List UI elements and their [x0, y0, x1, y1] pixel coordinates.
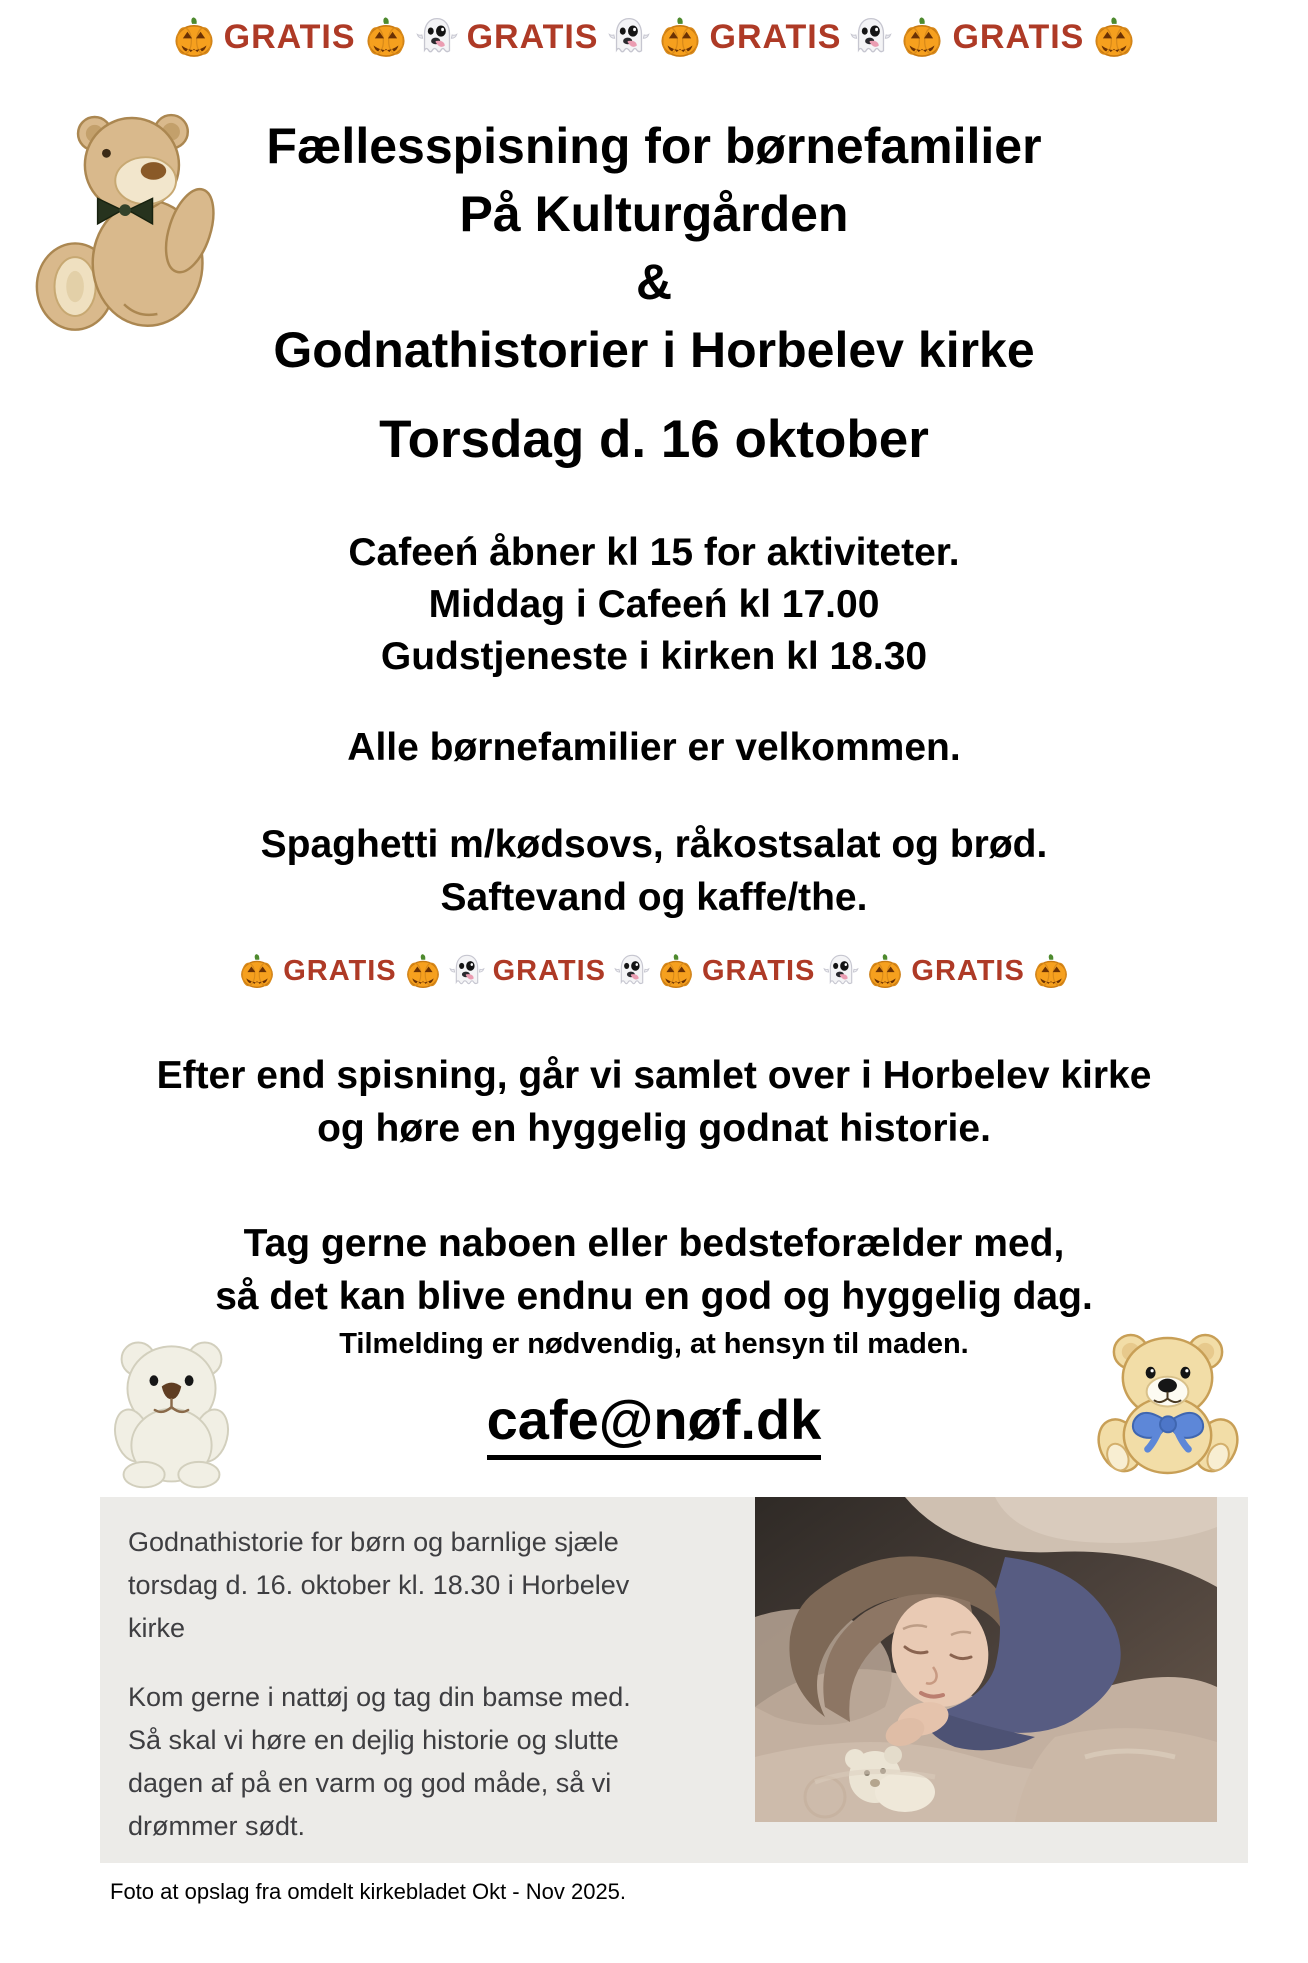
gratis-text: GRATIS [283, 954, 397, 987]
clipping-paragraph-1 [128, 1521, 748, 1650]
schedule-block [0, 527, 1308, 683]
pumpkin-icon [659, 16, 701, 58]
pumpkin-icon [405, 953, 441, 989]
text-line: og høre en hyggelig godnat historie. [317, 1107, 991, 1150]
clipping-paragraph-2 [128, 1676, 748, 1848]
gratis-text: GRATIS [223, 17, 356, 56]
title-line-2: På Kulturgården [459, 186, 849, 242]
title-ampersand: & [635, 254, 673, 310]
email-link[interactable]: cafe@nøf.dk [487, 1388, 822, 1460]
gratis-text: GRATIS [702, 954, 816, 987]
text-line: dagen af på en varm og god måde, så vi [128, 1768, 612, 1798]
text-line: Tag gerne naboen eller bedsteforælder med, [243, 1222, 1065, 1265]
gratis-banner-top [0, 16, 1308, 58]
kirkeblad-clipping [100, 1497, 1248, 1863]
text-line: Efter end spisning, går vi samlet over i Horbelev kirke [156, 1054, 1152, 1097]
text-line: Cafeeń åbner kl 15 for aktiviteter. [348, 531, 960, 574]
sleeping-child-photo [755, 1497, 1217, 1822]
tan-teddy-bear-image [1096, 1326, 1240, 1480]
text-line: Kom gerne i nattøj og tag din bamse med. [128, 1682, 631, 1712]
text-line: kirke [128, 1613, 186, 1643]
gratis-text: GRATIS [952, 17, 1085, 56]
text-line: Saftevand og kaffe/the. [440, 876, 868, 919]
welcome-line: Alle børnefamilier er velkommen. [347, 726, 961, 769]
gratis-text: GRATIS [709, 17, 842, 56]
text-line: Gudstjeneste i kirken kl 18.30 [380, 635, 928, 678]
gratis-text: GRATIS [911, 954, 1025, 987]
pumpkin-icon [901, 16, 943, 58]
text-line: så det kan blive endnu en god og hyggelig dag. [215, 1275, 1093, 1318]
footer-caption: Foto at opslag fra omdelt kirkebladet Okt - Nov 2025. [110, 1879, 627, 1904]
date-heading: Torsdag d. 16 oktober [379, 410, 929, 469]
ghost-icon [416, 16, 458, 58]
pumpkin-icon [658, 953, 694, 989]
text-line: Middag i Cafeeń kl 17.00 [428, 583, 880, 626]
invite-block [0, 1217, 1308, 1323]
text-line: Så skal vi høre en dejlig historie og slutte [128, 1725, 619, 1755]
ghost-icon [823, 953, 859, 989]
title-line-3: Godnathistorier i Horbelev kirke [273, 322, 1035, 378]
text-line: Godnathistorie for børn og barnlige sjæle [128, 1527, 619, 1557]
text-line: Spaghetti m/kødsovs, råkostsalat og brød. [260, 823, 1048, 866]
ghost-icon [850, 16, 892, 58]
gratis-banner-middle [0, 953, 1308, 989]
pumpkin-icon [867, 953, 903, 989]
main-title-block [0, 112, 1308, 384]
signup-note: Tilmelding er nødvendig, at hensyn til maden. [339, 1328, 969, 1360]
pumpkin-icon [173, 16, 215, 58]
white-teddy-bear-image [103, 1330, 240, 1490]
ghost-icon [614, 953, 650, 989]
ghost-icon [449, 953, 485, 989]
clipping-text [128, 1521, 748, 1848]
pumpkin-icon [1093, 16, 1135, 58]
after-dinner-block [0, 1049, 1308, 1155]
menu-block [0, 818, 1308, 924]
pumpkin-icon [1033, 953, 1069, 989]
pumpkin-icon [365, 16, 407, 58]
text-line: drømmer sødt. [128, 1811, 306, 1841]
title-line-1: Fællesspisning for børnefamilier [266, 118, 1042, 174]
pumpkin-icon [239, 953, 275, 989]
text-line: torsdag d. 16. oktober kl. 18.30 i Horbelev [128, 1570, 630, 1600]
ghost-icon [608, 16, 650, 58]
gratis-text: GRATIS [492, 954, 606, 987]
gratis-text: GRATIS [466, 17, 599, 56]
